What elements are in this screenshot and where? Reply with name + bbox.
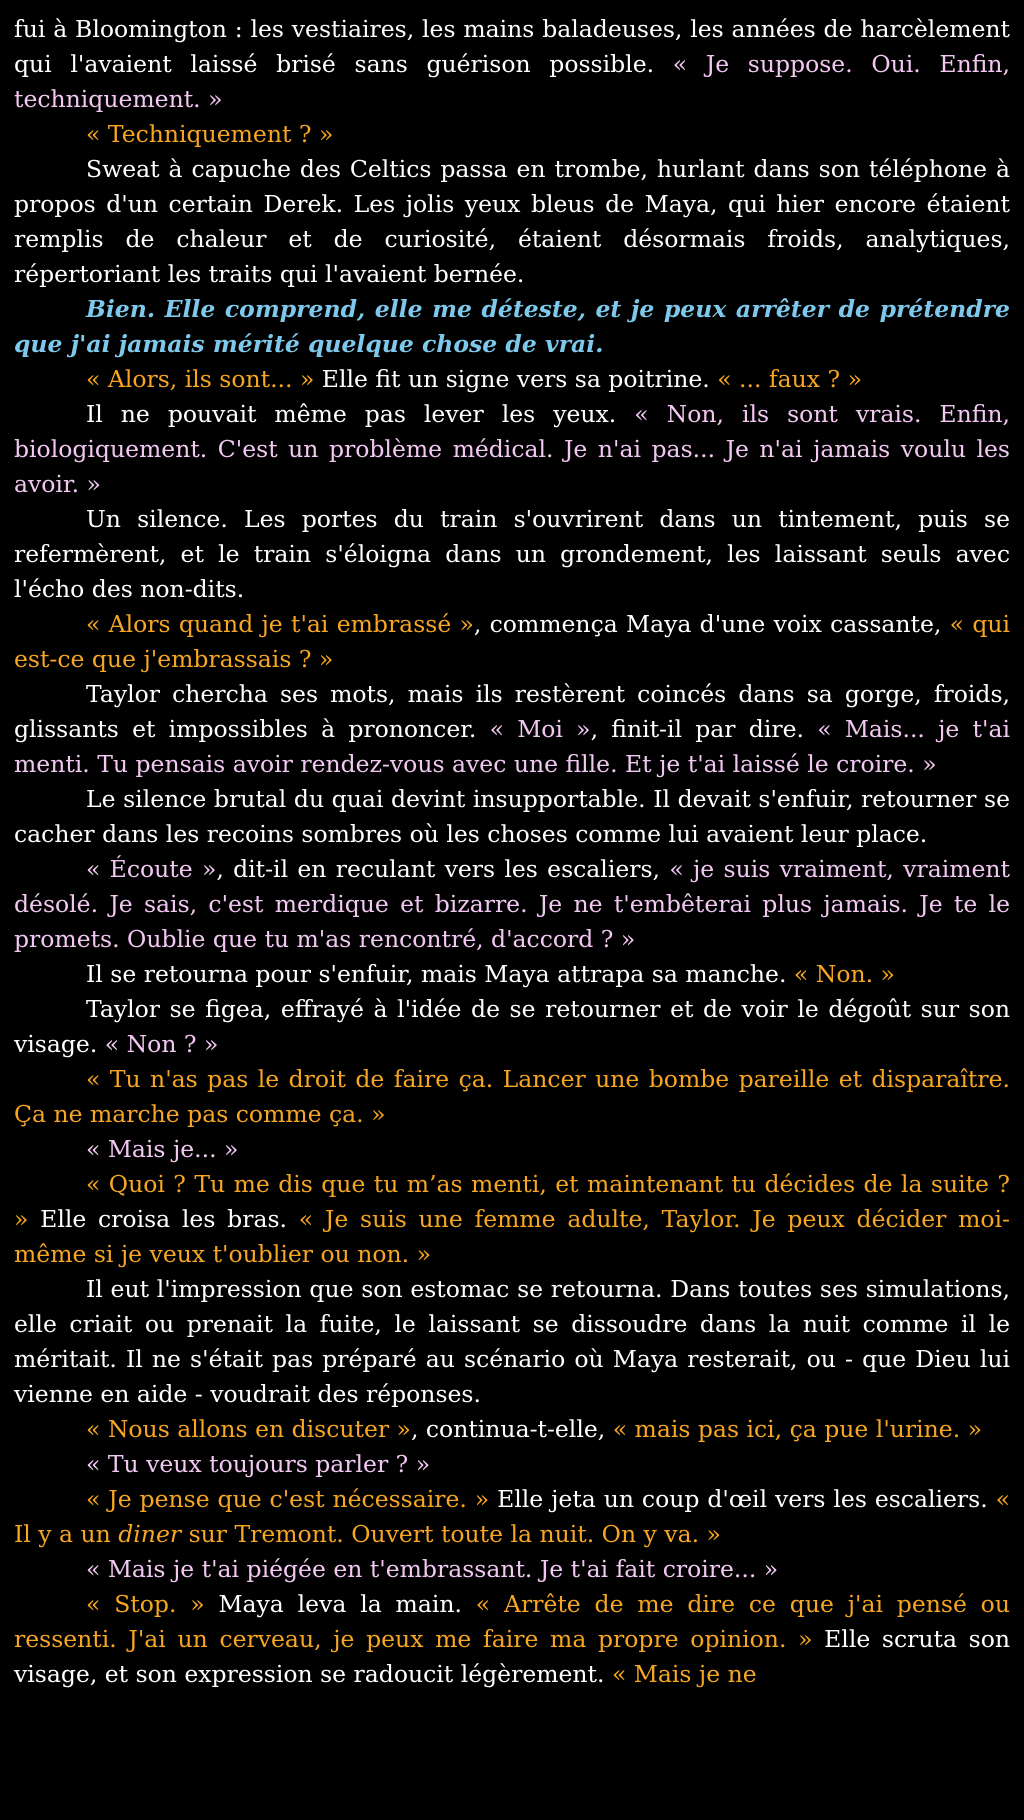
paragraph	[14, 1062, 1010, 1132]
narration-text: , dit-il en reculant vers les escaliers,	[216, 855, 670, 883]
narration-text: Il se retourna pour s'enfuir, mais Maya attrapa sa manche.	[86, 960, 794, 988]
paragraph	[14, 397, 1010, 502]
narration-text: Il eut l'impression que son estomac se retourna. Dans toutes ses simulations, elle criait ou prenait la fuite, le laissant se dissoudre dans la nuit comme il le méritait. Il ne s'était pas préparé au scénario où Maya resterait, ou - que Dieu lui vienne en aide - voudrait des réponses.	[14, 1275, 1010, 1408]
taylor-dialogue: « Tu veux toujours parler ? »	[86, 1450, 431, 1478]
paragraph	[14, 12, 1010, 117]
taylor-dialogue: « Non ? »	[104, 1030, 219, 1058]
inner-thought: Bien. Elle comprend, elle me déteste, et je peux arrêter de prétendre que j'ai jamais mérité quelque chose de vrai.	[14, 295, 1010, 358]
maya-dialogue: « Stop. »	[86, 1590, 205, 1618]
paragraph	[14, 1587, 1010, 1692]
paragraph	[14, 152, 1010, 292]
paragraph	[14, 677, 1010, 782]
paragraph	[14, 117, 1010, 152]
narration-text: Elle jeta un coup d'œil vers les escaliers.	[489, 1485, 996, 1513]
paragraph	[14, 362, 1010, 397]
maya-dialogue: « Il y a un	[14, 1485, 1010, 1548]
maya-dialogue: « Quoi ? Tu me dis que tu m’as menti, et maintenant tu décides de la suite ? »	[14, 1170, 1010, 1233]
paragraph	[14, 1552, 1010, 1587]
paragraph	[14, 1482, 1010, 1552]
paragraph	[14, 1167, 1010, 1272]
maya-dialogue: « Alors, ils sont... »	[86, 365, 315, 393]
maya-dialogue: « Je suis une femme adulte, Taylor. Je peux décider moi-même si je veux t'oublier ou non. »	[14, 1205, 1011, 1268]
narration-text: Elle croisa les bras.	[28, 1205, 299, 1233]
narration-text: Elle scruta son visage, et son expression se radoucit légèrement.	[14, 1625, 1010, 1688]
taylor-dialogue: « Non, ils sont vrais. Enfin, biologiquement. C'est un problème médical. Je n'ai pas... Je n'ai jamais voulu les avoir. »	[14, 400, 1010, 498]
narration-text: fui à Bloomington : les vestiaires, les mains baladeuses, les années de harcèlement qui l'avaient laissé brisé sans guérison possible.	[14, 15, 1010, 78]
maya-dialogue: « Non. »	[793, 960, 895, 988]
maya-dialogue: « Tu n'as pas le droit de faire ça. Lancer une bombe pareille et disparaître. Ça ne marche pas comme ça. »	[14, 1065, 1010, 1128]
narration-text: Maya leva la main.	[204, 1590, 476, 1618]
paragraph	[14, 607, 1010, 677]
maya-dialogue-emphasis: diner	[118, 1520, 182, 1548]
maya-dialogue: « ... faux ? »	[717, 365, 862, 393]
maya-dialogue: « qui est-ce que j'embrassais ? »	[14, 610, 1011, 673]
narration-text: , commença Maya d'une voix cassante,	[473, 610, 950, 638]
narration-text: Taylor chercha ses mots, mais ils restèrent coincés dans sa gorge, froids, glissants et impossibles à prononcer.	[14, 680, 1010, 743]
taylor-dialogue: « Mais... je t'ai menti. Tu pensais avoir rendez-vous avec une fille. Et je t'ai laissé le croire. »	[14, 715, 1010, 778]
narration-text: Elle fit un signe vers sa poitrine.	[314, 365, 718, 393]
paragraph	[14, 1412, 1010, 1447]
narration-text: , continua-t-elle,	[410, 1415, 613, 1443]
paragraph	[14, 992, 1010, 1062]
maya-dialogue: « Alors quand je t'ai embrassé »	[86, 610, 474, 638]
paragraph	[14, 852, 1010, 957]
paragraph	[14, 1132, 1010, 1167]
narration-text: Taylor se figea, effrayé à l'idée de se retourner et de voir le dégoût sur son visage.	[14, 995, 1010, 1058]
maya-dialogue: « Nous allons en discuter »	[86, 1415, 411, 1443]
narration-text: Il ne pouvait même pas lever les yeux.	[86, 400, 635, 428]
paragraph	[14, 502, 1010, 607]
narration-text: , finit-il par dire.	[590, 715, 818, 743]
maya-dialogue: sur Tremont. Ouvert toute la nuit. On y va. »	[181, 1520, 721, 1548]
narration-text: Le silence brutal du quai devint insupportable. Il devait s'enfuir, retourner se cacher dans les recoins sombres où les choses comme lui avaient leur place.	[14, 785, 1010, 848]
paragraph	[14, 1447, 1010, 1482]
taylor-dialogue: « Mais je t'ai piégée en t'embrassant. Je t'ai fait croire... »	[86, 1555, 779, 1583]
paragraph	[14, 957, 1010, 992]
paragraph	[14, 292, 1010, 362]
maya-dialogue: « Mais je ne	[611, 1660, 757, 1688]
taylor-dialogue: « Je suppose. Oui. Enfin, techniquement. »	[14, 50, 1010, 113]
taylor-dialogue: « Moi »	[489, 715, 591, 743]
maya-dialogue: « Arrête de me dire ce que j'ai pensé ou ressenti. J'ai un cerveau, je peux me faire ma propre opinion. »	[14, 1590, 1010, 1653]
taylor-dialogue: « je suis vraiment, vraiment désolé. Je sais, c'est merdique et bizarre. Je ne t'embêterai plus jamais. Je te le promets. Oublie que tu m'as rencontré, d'accord ? »	[14, 855, 1010, 953]
narration-text: Un silence. Les portes du train s'ouvrirent dans un tintement, puis se refermèrent, et le train s'éloigna dans un grondement, les laissant seuls avec l'écho des non-dits.	[14, 505, 1010, 603]
paragraph	[14, 1272, 1010, 1412]
taylor-dialogue: « Mais je... »	[86, 1135, 239, 1163]
narration-text: Sweat à capuche des Celtics passa en trombe, hurlant dans son téléphone à propos d'un certain Derek. Les jolis yeux bleus de Maya, qui hier encore étaient remplis de chaleur et de curiosité, étaient désormais froids, analytiques, répertoriant les traits qui l'avaient bernée.	[14, 155, 1010, 288]
maya-dialogue: « Techniquement ? »	[86, 120, 334, 148]
taylor-dialogue: « Écoute »	[86, 855, 217, 883]
maya-dialogue: « mais pas ici, ça pue l'urine. »	[612, 1415, 983, 1443]
paragraph	[14, 782, 1010, 852]
maya-dialogue: « Je pense que c'est nécessaire. »	[86, 1485, 490, 1513]
